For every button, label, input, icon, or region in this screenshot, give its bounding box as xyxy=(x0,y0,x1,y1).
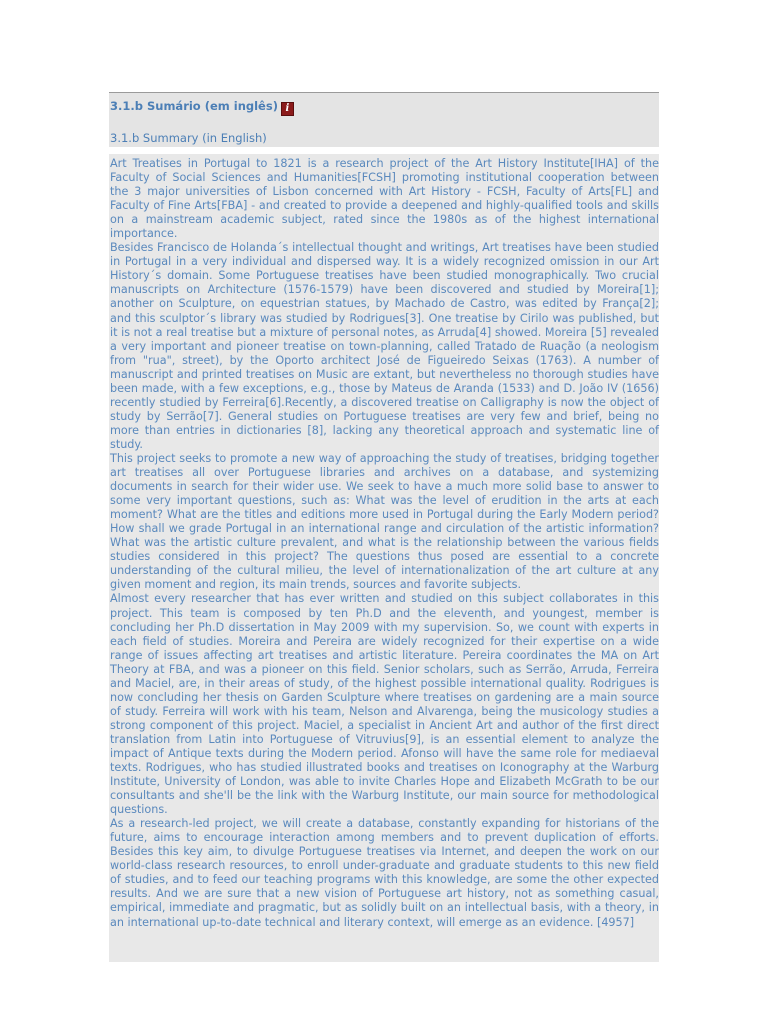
summary-body xyxy=(110,157,659,930)
info-icon[interactable]: i xyxy=(281,102,294,116)
paragraph: Besides Francisco de Holanda´s intellectual thought and writings, Art treatises have been studied in Portugal in a very individual and dispersed way. It is a widely recognized omission in our Art History´s domain. Some Portuguese treatises have been studied monographically. Two crucial manuscripts on Architecture (1576-1579) have been discovered and studied by Moreira[1]; another on Sculpture, on equestrian statues, by Machado de Castro, was edited by França[2]; and this sculptor´s library was studied by Rodrigues[3]. One treatise by Cirilo was published, but it is not a real treatise but a mixture of personal notes, as Arruda[4] showed. Moreira [5] revealed a very important and pioneer treatise on town-planning, called Tratado de Ruação (a neologism from "rua", street), by the Oporto architect José de Figueiredo Seixas (1763). A number of manuscript and printed treatises on Music are extant, but nevertheless no thorough studies have been made, with a few exceptions, e.g., those by Mateus de Aranda (1533) and D. João IV (1656) recently studied by Ferreira[6].Recently, a discovered treatise on Calligraphy is now the object of study by Serrão[7]. General studies on Portuguese treatises are very few and brief, being no more than entries in dictionaries [8], lacking any theoretical approach and systematic line of study. xyxy=(110,241,659,451)
section-title xyxy=(110,99,294,116)
paragraph: As a research-led project, we will create a database, constantly expanding for historians of the future, aims to encourage interaction among members and to prevent duplication of efforts. Besides this key aim, to divulge Portuguese treatises via Internet, and deepen the work on our world-class research resources, to enroll under-graduate and graduate students to this new field of studies, and to feed our teaching programs with this knowledge, are some the other expected results. And we are sure that a new vision of Portuguese art history, not as something casual, empirical, immediate and pragmatic, but as solidly built on an intellectual basis, with a theory, in an international up-to-date technical and literary context, will emerge as an evidence. [4957] xyxy=(110,817,659,929)
section-title-text: 3.1.b Sumário (em inglês) xyxy=(110,99,278,113)
paragraph: This project seeks to promote a new way of approaching the study of treatises, bridging together art treatises all over Portuguese libraries and archives on a database, and systemizing documents in search for their wider use. We seek to have a much more solid base to answer to some very important questions, such as: What was the level of erudition in the arts at each moment? What are the titles and editions more used in Portugal during the Early Modern period? How shall we grade Portugal in an international range and circulation of the artistic information? What was the artistic culture prevalent, and what is the relationship between the various fields studies considered in this project? The questions thus posed are essential to a concrete understanding of the cultural milieu, the level of internationalization of the art culture at any given moment and region, its main trends, sources and favorite subjects. xyxy=(110,451,659,592)
paragraph: Almost every researcher that has ever written and studied on this subject collaborates in this project. This team is composed by ten Ph.D and the eleventh, and youngest, member is concluding her Ph.D dissertation in May 2009 with my supervision. So, we count with experts in each field of studies. Moreira and Pereira are widely recognized for their expertise on a wide range of issues affecting art treatises and artistic literature. Pereira coordinates the MA on Art Theory at FBA, and was a pioneer on this field. Senior scholars, such as Serrão, Arruda, Ferreira and Maciel, are, in their areas of study, of the highest possible international quality. Rodrigues is now concluding her thesis on Garden Sculpture where treatises on gardening are a main source of study. Ferreira will work with his team, Nelson and Alvarenga, being the musicology studies a strong component of this project. Maciel, a specialist in Ancient Art and author of the first direct translation from Latin into Portuguese of Vitruvius[9], is an essential element to analyze the impact of Antique texts during the Modern period. Afonso will have the same role for mediaeval texts. Rodrigues, who has studied illustrated books and treatises on Iconography at the Warburg Institute, University of London, was able to invite Charles Hope and Elizabeth McGrath to be our consultants and she'll be the link with the Warburg Institute, our main source for methodological questions. xyxy=(110,592,659,817)
paragraph: Art Treatises in Portugal to 1821 is a research project of the Art History Institute[IHA] of the Faculty of Social Sciences and Humanities[FCSH] promoting institutional cooperation between the 3 major universities of Lisbon concerned with Art History - FCSH, Faculty of Arts[FL] and Faculty of Fine Arts[FBA] - and created to provide a deepened and highly-qualified tools and skills on a mainstream academic subject, rated since the 1980s as of the highest international importance. xyxy=(110,157,659,241)
section-subtitle: 3.1.b Summary (in English) xyxy=(110,131,267,145)
